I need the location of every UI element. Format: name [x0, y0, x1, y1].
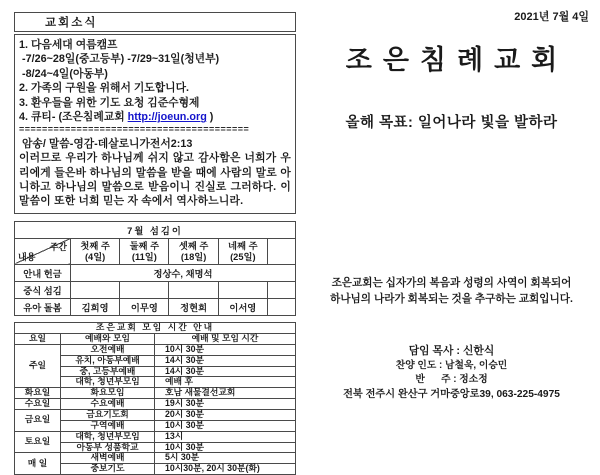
week-header: 셋째 주 (18일) [169, 238, 218, 264]
scripture-reference: 암송/ 말씀-영감-데살로니가전서2:13 [19, 137, 193, 150]
dashed-separator: ======================================== [19, 123, 250, 134]
issue-date: 2021년 7월 4일 [514, 11, 589, 23]
meeting-col-header: 예배와 모임 [61, 334, 155, 345]
news-item-qt-suffix: ) [206, 111, 214, 124]
meeting-time: 10시 30분 [155, 442, 296, 453]
serving-cell [267, 299, 295, 316]
meeting-name: 유치, 아동부예배 [61, 355, 155, 366]
meeting-name: 대학, 청년부모임 [61, 377, 155, 388]
news-item: 2. 가족의 구원을 위해서 기도합니다. [19, 82, 190, 95]
empty-header-cell [267, 238, 295, 264]
meeting-name: 중, 고등부예배 [61, 366, 155, 377]
news-item: -8/24~4일(아동부) [19, 67, 108, 80]
week-header: 둘째 주 (11일) [120, 238, 169, 264]
praise-leader: 찬양 인도 : 남철욱, 이승민 [395, 360, 508, 372]
serving-cell [267, 282, 295, 299]
meeting-time: 14시 30분 [155, 366, 296, 377]
serving-cell: 이서영 [218, 299, 267, 316]
meeting-time: 호남 새물결선교회 [155, 388, 296, 399]
serving-cell [71, 282, 120, 299]
serving-row-label: 중식 섬김 [15, 282, 71, 299]
meeting-time: 예배 후 [155, 377, 296, 388]
serving-corner-cell [15, 238, 71, 264]
church-name: 조은침례교회 [345, 45, 569, 75]
meeting-name: 금요기도회 [61, 410, 155, 421]
serving-cell [120, 282, 169, 299]
serving-table-title: 7월 섬김이 [15, 221, 296, 238]
meeting-day: 주일 [15, 344, 61, 387]
news-item-qt [19, 110, 291, 124]
meeting-time: 10시 30분 [155, 344, 296, 355]
meeting-day: 매 일 [15, 453, 61, 475]
serving-cell: 김희영 [71, 299, 120, 316]
serving-cell: 이무영 [120, 299, 169, 316]
mission-statement [308, 276, 595, 308]
meeting-day: 토요일 [15, 431, 61, 453]
meeting-name: 새벽예배 [61, 453, 155, 464]
week-header: 네째 주 (25일) [218, 238, 267, 264]
meeting-name: 중보기도 [61, 464, 155, 475]
serving-row-label: 안내 헌금 [15, 265, 71, 282]
left-page [14, 12, 296, 475]
meeting-time: 10시30분, 20시 30분(화) [155, 464, 296, 475]
meeting-time: 5시 30분 [155, 453, 296, 464]
right-page [308, 8, 595, 418]
meeting-name: 화요모임 [61, 388, 155, 399]
meeting-time: 19시 30분 [155, 399, 296, 410]
meeting-col-header: 요일 [15, 334, 61, 345]
serving-row-label: 유아 돌봄 [15, 299, 71, 316]
serving-cell [218, 282, 267, 299]
mission-line: 하나님의 나라가 회복되는 것을 추구하는 교회입니다. [330, 292, 573, 305]
mission-line: 조은교회는 십자가의 복음과 성령의 사역이 회복되어 [331, 277, 572, 289]
news-box [14, 34, 296, 214]
meeting-name: 수요예배 [61, 399, 155, 410]
meeting-name: 대학, 청년부모임 [61, 431, 155, 442]
meeting-name: 아동부 성품학교 [61, 442, 155, 453]
meeting-time: 20시 30분 [155, 410, 296, 421]
meeting-name: 오전예배 [61, 344, 155, 355]
meeting-name: 구역예배 [61, 420, 155, 431]
senior-pastor: 담임 목사 : 신한식 [408, 345, 495, 357]
corner-label-content: 내용 [18, 252, 36, 263]
serving-row-value: 정상수, 채명석 [71, 265, 296, 282]
church-website-link[interactable]: http://joeun.org [127, 111, 207, 124]
meeting-day: 화요일 [15, 388, 61, 399]
news-item: 3. 환우들을 위한 기도 요청 김준수형제 [19, 96, 200, 109]
serving-table [14, 221, 296, 316]
meeting-time: 14시 30분 [155, 355, 296, 366]
news-box-title: 교회소식 [14, 12, 296, 32]
yearly-motto: 올해 목표: 일어나라 빛을 발하라 [345, 115, 558, 131]
church-address: 전북 전주시 완산구 거마중앙로39, 063-225-4975 [343, 389, 560, 401]
meeting-time: 13시 [155, 431, 296, 442]
serving-cell: 정현희 [169, 299, 218, 316]
accompanist: 반 주 : 정소정 [415, 374, 488, 386]
scripture-text: 이러므로 우리가 하나님께 쉬지 않고 감사함은 너희가 우리에게 들은바 하나님의 말씀을 받을 때에 사람의 말로 아니하고 하나님의 말씀으로 받음이니 진실로 그러하다. 이 말씀이 또한 너희 믿는 자 속에서 역사하느니라. [19, 152, 291, 208]
corner-label-week: 주간 [49, 241, 67, 252]
meeting-table-title: 조은교회 모임 시간 안내 [15, 323, 296, 334]
week-header: 첫째 주 (4일) [71, 238, 120, 264]
meeting-day: 금요일 [15, 410, 61, 432]
serving-cell [169, 282, 218, 299]
news-item-qt-prefix: 4. 큐티- (조은침례교회 [19, 111, 128, 124]
meeting-time: 10시 30분 [155, 420, 296, 431]
meeting-times-table [14, 322, 296, 475]
news-item: -7/26~28일(중고등부) -7/29~31일(청년부) [19, 53, 220, 66]
news-item: 1. 다음세대 여름캠프 [19, 39, 118, 51]
meeting-col-header: 예배 및 모임 시간 [155, 334, 296, 345]
meeting-day: 수요일 [15, 399, 61, 410]
contact-block [308, 344, 595, 403]
